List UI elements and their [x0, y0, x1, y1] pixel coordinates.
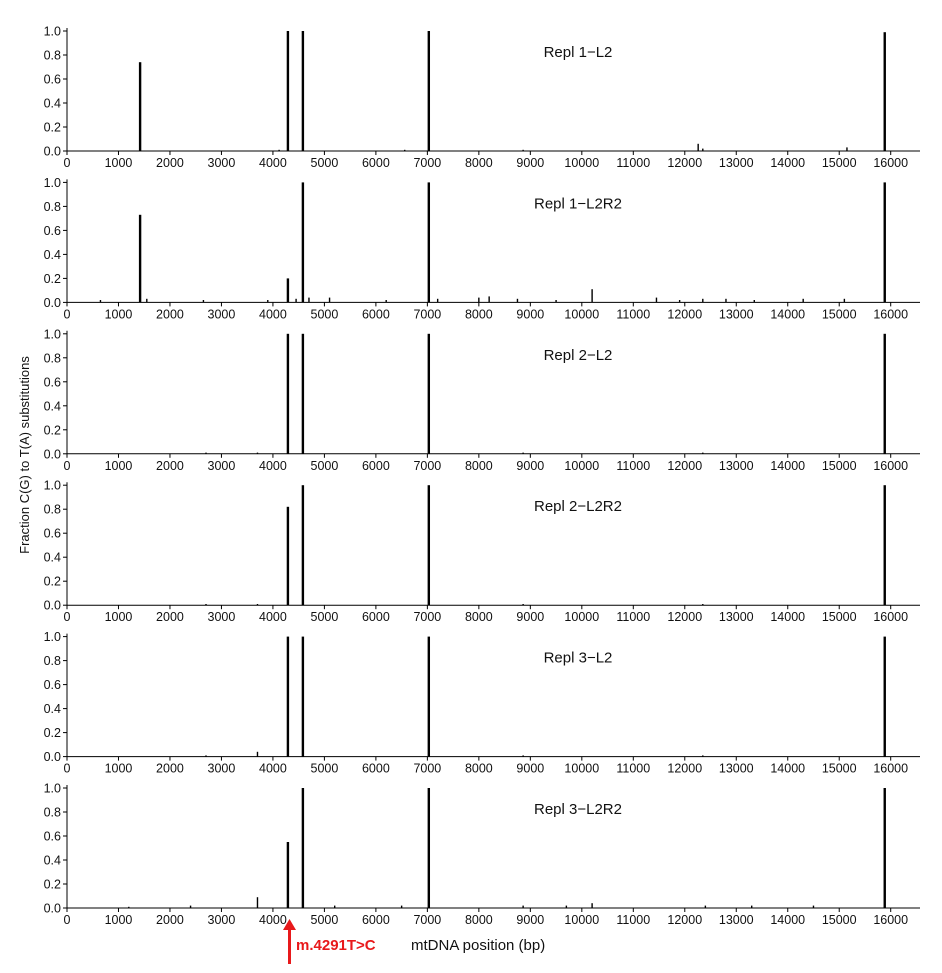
x-tick-label: 13000 [718, 610, 754, 625]
x-tick-label: 10000 [564, 307, 600, 322]
panel-title: Repl 1−L2R2 [534, 195, 622, 213]
y-tick-label: 0.0 [43, 598, 61, 613]
x-tick-label: 7000 [413, 610, 442, 625]
x-tick-label: 11000 [616, 761, 651, 776]
bar [205, 453, 206, 454]
bar [428, 485, 430, 605]
x-tick-label: 8000 [464, 458, 493, 473]
y-tick-label: 0.4 [43, 702, 61, 717]
x-tick-label: 12000 [667, 156, 703, 170]
bar [302, 334, 304, 454]
x-tick-label: 12000 [667, 458, 703, 473]
x-tick-label: 15000 [821, 156, 857, 170]
bar [128, 907, 129, 908]
x-tick-label: 7000 [413, 913, 442, 927]
bar [697, 144, 698, 151]
y-tick-label: 0.4 [43, 247, 61, 262]
x-tick-label: 12000 [667, 913, 703, 927]
x-tick-label: 14000 [770, 913, 806, 927]
y-tick-label: 0.8 [43, 502, 61, 517]
x-tick-label: 6000 [361, 913, 390, 927]
bar [428, 788, 430, 908]
x-tick-label: 2000 [156, 458, 184, 473]
bar [591, 289, 592, 302]
bar [385, 300, 386, 302]
x-tick-label: 5000 [310, 761, 339, 776]
x-tick-label: 9000 [516, 156, 545, 170]
bar [205, 755, 206, 756]
bar [302, 485, 304, 605]
x-tick-label: 12000 [667, 610, 703, 625]
y-axis-label: Fraction C(G) to T(A) substitutions [17, 356, 32, 554]
x-tick-label: 15000 [821, 761, 857, 776]
y-tick-label: 1.0 [43, 175, 61, 190]
x-tick-label: 0 [63, 610, 71, 625]
mutation-label: m.4291T>C [296, 937, 376, 954]
x-tick-label: 0 [63, 761, 71, 776]
bar [884, 334, 886, 454]
x-tick-label: 8000 [464, 610, 493, 625]
y-tick-label: 0.8 [43, 351, 61, 366]
bar [702, 453, 703, 454]
bar [139, 215, 141, 303]
bar [522, 604, 523, 605]
bar [404, 150, 405, 151]
bar [802, 299, 803, 303]
panels [44, 25, 920, 928]
bar [705, 906, 706, 908]
panel-title: Repl 3−L2R2 [534, 801, 622, 818]
x-tick-label: 0 [63, 307, 71, 322]
panel-6 [44, 782, 920, 928]
bar [401, 906, 402, 908]
bar [813, 906, 814, 908]
x-tick-label: 15000 [821, 913, 857, 927]
x-tick-label: 8000 [464, 761, 493, 776]
bar [428, 637, 430, 757]
x-tick-label: 12000 [667, 761, 703, 776]
y-tick-label: 0.8 [43, 48, 61, 63]
bar [139, 62, 141, 151]
bar [478, 298, 479, 303]
x-axis-label: mtDNA position (bp) [411, 937, 546, 954]
x-tick-label: 14000 [770, 761, 806, 776]
bar [488, 296, 489, 302]
bar [302, 182, 304, 302]
x-tick-label: 5000 [310, 307, 339, 322]
bar [428, 31, 430, 151]
y-tick-label: 0.4 [43, 399, 61, 414]
x-tick-label: 8000 [464, 156, 493, 170]
x-tick-label: 9000 [516, 458, 545, 473]
bar [287, 637, 289, 757]
y-tick-label: 0.0 [43, 901, 61, 916]
bar [100, 300, 101, 302]
bar [702, 299, 703, 303]
bar [287, 278, 289, 302]
x-tick-label: 15000 [821, 458, 857, 473]
panel-title: Repl 3−L2 [543, 649, 613, 667]
bar [754, 300, 755, 302]
bar [591, 903, 592, 908]
x-tick-label: 2000 [156, 156, 184, 170]
bar [302, 31, 304, 151]
bar [287, 334, 289, 454]
bar [522, 755, 523, 756]
x-tick-label: 2000 [156, 307, 184, 322]
x-tick-label: 12000 [667, 307, 703, 322]
x-tick-label: 8000 [464, 307, 493, 322]
x-tick-label: 1000 [104, 307, 133, 322]
x-tick-label: 6000 [361, 458, 390, 473]
bar [884, 485, 886, 605]
bar [287, 507, 289, 605]
x-tick-label: 14000 [770, 458, 806, 473]
x-tick-label: 14000 [770, 307, 806, 322]
x-tick-label: 13000 [718, 307, 754, 322]
bar [517, 299, 518, 303]
x-tick-label: 4000 [259, 610, 287, 625]
bar [679, 300, 680, 302]
x-tick-label: 0 [63, 913, 71, 927]
x-tick-label: 14000 [770, 610, 806, 625]
x-tick-label: 16000 [873, 913, 909, 927]
x-tick-label: 4000 [259, 156, 287, 170]
x-tick-label: 5000 [310, 458, 339, 473]
x-tick-label: 4000 [259, 761, 287, 776]
x-tick-label: 10000 [564, 458, 600, 473]
y-tick-label: 0.8 [43, 654, 61, 669]
y-tick-label: 0.6 [43, 223, 61, 238]
y-tick-label: 0.2 [43, 423, 61, 438]
panel-2 [44, 176, 920, 322]
y-tick-label: 0.4 [43, 550, 61, 565]
bar [190, 906, 191, 908]
x-tick-label: 10000 [564, 913, 600, 927]
y-tick-label: 1.0 [43, 327, 61, 342]
x-tick-label: 15000 [821, 610, 857, 625]
y-tick-label: 0.0 [43, 295, 61, 310]
bar [428, 182, 430, 302]
bar [302, 637, 304, 757]
y-tick-label: 0.2 [43, 877, 61, 892]
x-tick-label: 16000 [873, 307, 909, 322]
x-tick-label: 16000 [873, 610, 909, 625]
bar [702, 149, 703, 151]
bar [257, 604, 258, 605]
x-tick-label: 6000 [361, 610, 390, 625]
bar [656, 298, 657, 303]
x-tick-label: 16000 [873, 458, 909, 473]
y-tick-label: 0.0 [43, 144, 61, 159]
x-tick-label: 10000 [564, 761, 600, 776]
x-tick-label: 6000 [361, 156, 390, 170]
panel-5 [44, 630, 920, 776]
bar [522, 906, 523, 908]
x-tick-label: 7000 [413, 307, 442, 322]
bar [884, 182, 886, 302]
x-tick-label: 4000 [259, 913, 287, 927]
y-tick-label: 0.2 [43, 271, 61, 286]
bar [267, 300, 268, 302]
x-tick-label: 5000 [310, 913, 339, 927]
x-tick-label: 11000 [616, 458, 651, 473]
bar [302, 788, 304, 908]
x-tick-label: 3000 [207, 913, 236, 927]
x-tick-label: 13000 [718, 761, 754, 776]
x-tick-label: 3000 [207, 610, 236, 625]
bar [884, 32, 886, 151]
y-tick-label: 1.0 [43, 781, 61, 796]
x-tick-label: 2000 [156, 610, 184, 625]
x-tick-label: 7000 [413, 458, 442, 473]
bar [846, 147, 847, 151]
bar [522, 453, 523, 454]
x-tick-label: 6000 [361, 761, 390, 776]
panel-3 [44, 327, 920, 473]
y-tick-label: 0.6 [43, 678, 61, 693]
y-tick-label: 1.0 [43, 478, 61, 493]
x-tick-label: 4000 [259, 307, 287, 322]
panel-4 [44, 479, 920, 625]
y-tick-label: 0.8 [43, 199, 61, 214]
bar [702, 755, 703, 756]
y-tick-label: 0.2 [43, 574, 61, 589]
y-tick-label: 0.4 [43, 96, 61, 111]
x-tick-label: 4000 [259, 458, 287, 473]
x-tick-label: 11000 [616, 307, 651, 322]
bar [334, 906, 335, 908]
x-tick-label: 1000 [104, 913, 133, 927]
x-tick-label: 5000 [310, 156, 339, 170]
x-tick-label: 0 [63, 458, 71, 473]
bar [555, 300, 556, 302]
panel-title: Repl 1−L2 [543, 44, 613, 61]
x-tick-label: 1000 [104, 156, 133, 170]
x-tick-label: 7000 [413, 761, 442, 776]
bar [203, 300, 204, 302]
bar [522, 150, 523, 151]
bar [287, 31, 289, 151]
bar [287, 842, 289, 908]
x-tick-label: 13000 [718, 458, 754, 473]
y-tick-label: 1.0 [43, 24, 61, 39]
y-tick-label: 1.0 [43, 630, 61, 645]
x-tick-label: 11000 [616, 156, 651, 170]
bar [257, 897, 258, 908]
x-tick-label: 3000 [207, 458, 236, 473]
x-tick-label: 11000 [616, 913, 651, 927]
y-tick-label: 0.2 [43, 726, 61, 741]
y-tick-label: 0.6 [43, 526, 61, 541]
bar [257, 752, 258, 757]
bar [257, 453, 258, 454]
x-tick-label: 9000 [516, 913, 545, 927]
x-tick-label: 0 [63, 156, 71, 170]
bar [295, 299, 296, 303]
x-tick-label: 10000 [564, 610, 600, 625]
x-tick-label: 11000 [616, 610, 651, 625]
x-tick-label: 10000 [564, 156, 600, 170]
x-tick-label: 9000 [516, 307, 545, 322]
x-tick-label: 16000 [873, 156, 909, 170]
y-tick-label: 0.0 [43, 750, 61, 765]
x-tick-label: 15000 [821, 307, 857, 322]
x-tick-label: 3000 [207, 307, 236, 322]
x-tick-label: 1000 [104, 458, 133, 473]
panel-1 [44, 25, 920, 171]
bar [428, 334, 430, 454]
bar [725, 299, 726, 303]
bar [205, 604, 206, 605]
y-tick-label: 0.4 [43, 853, 61, 868]
x-tick-label: 13000 [718, 156, 754, 170]
y-tick-label: 0.6 [43, 375, 61, 390]
x-tick-label: 13000 [718, 913, 754, 927]
bar [844, 299, 845, 303]
x-tick-label: 5000 [310, 610, 339, 625]
bar [437, 299, 438, 303]
x-tick-label: 1000 [104, 610, 133, 625]
x-tick-label: 3000 [207, 156, 236, 170]
x-tick-label: 7000 [413, 156, 442, 170]
bar [884, 788, 886, 908]
bar [566, 906, 567, 908]
bar [884, 637, 886, 757]
y-tick-label: 0.0 [43, 447, 61, 462]
y-tick-label: 0.2 [43, 120, 61, 135]
bar [278, 150, 279, 151]
x-tick-label: 9000 [516, 761, 545, 776]
bar [146, 299, 147, 303]
x-tick-label: 9000 [516, 610, 545, 625]
x-tick-label: 14000 [770, 156, 806, 170]
y-tick-label: 0.6 [43, 72, 61, 87]
x-tick-label: 2000 [156, 761, 184, 776]
x-tick-label: 16000 [873, 761, 909, 776]
bar [308, 298, 309, 303]
x-tick-label: 3000 [207, 761, 236, 776]
bar [329, 298, 330, 303]
bar [702, 604, 703, 605]
x-tick-label: 8000 [464, 913, 493, 927]
panel-title: Repl 2−L2R2 [534, 498, 622, 516]
y-tick-label: 0.6 [43, 829, 61, 844]
bar [751, 906, 752, 908]
panel-title: Repl 2−L2 [543, 346, 613, 364]
x-tick-label: 2000 [156, 913, 184, 927]
x-tick-label: 6000 [361, 307, 390, 322]
y-tick-label: 0.8 [43, 805, 61, 820]
x-tick-label: 1000 [104, 761, 133, 776]
